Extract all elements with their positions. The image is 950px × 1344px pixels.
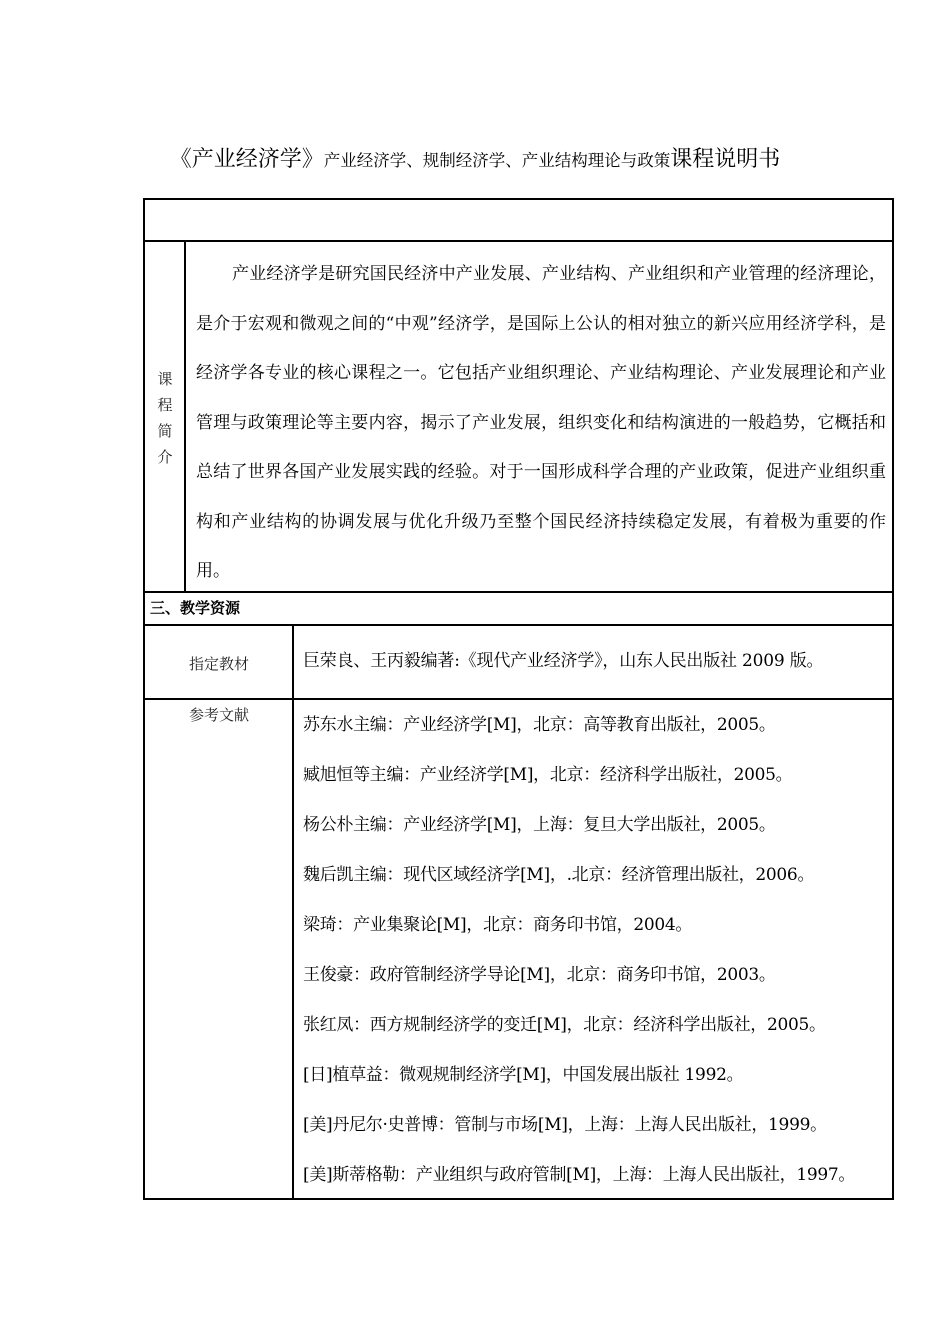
section-heading-resources: 三、教学资源 <box>150 599 241 617</box>
textbook-text: 巨荣良、王丙毅编著:《现代产业经济学》，山东人民出版社 2009 版。 <box>303 651 824 671</box>
row-divider-section <box>143 624 894 626</box>
title-subtitle: 产业经济学、规制经济学、产业结构理论与政策 <box>323 151 671 170</box>
reference-item: [美]斯蒂格勒：产业组织与政府管制[M]，上海：上海人民出版社，1997。 <box>303 1165 856 1185</box>
course-intro-label <box>146 366 184 470</box>
reference-item: 魏后凯主编：现代区域经济学[M]，.北京：经济管理出版社，2006。 <box>303 865 815 885</box>
row-divider-textbook <box>143 698 894 700</box>
reference-item: 臧旭恒等主编：产业经济学[M]，北京：经济科学出版社，2005。 <box>303 765 793 785</box>
document-title <box>0 142 950 173</box>
textbook-label: 指定教材 <box>188 655 249 673</box>
label-char: 程 <box>157 396 173 414</box>
reference-item: 梁琦：产业集聚论[M]，北京：商务印书馆，2004。 <box>303 915 693 935</box>
reference-item: 张红凤：西方规制经济学的变迁[M]，北京：经济科学出版社，2005。 <box>303 1015 826 1035</box>
title-suffix: 课程说明书 <box>670 147 781 172</box>
course-intro-text: 产业经济学是研究国民经济中产业发展、产业结构、产业组织和产业管理的经济理论，是介于宏观和微观之间的“中观”经济学，是国际上公认的相对独立的新兴应用经济学科，是经济学各专业的核心课程之一。它包括产业组织理论、产业结构理论、产业发展理论和产业管理与政策理论等主要内容，揭示了产业发展，组织变化和结构演进的一般趋势，它概括和总结了世界各国产业发展实践的经验。对于一国形成科学合理的产业政策，促进产业组织重构和产业结构的协调发展与优化升级乃至整个国民经济持续稳定发展，有着极为重要的作用。 <box>196 264 886 581</box>
intro-label-divider <box>184 240 186 592</box>
reference-item: [日]植草益：微观规制经济学[M]，中国发展出版社 1992。 <box>303 1065 744 1085</box>
label-char: 课 <box>157 370 173 388</box>
row-divider-header <box>143 240 894 242</box>
title-prefix: 《产业经济学》 <box>169 147 324 172</box>
reference-item: 苏东水主编：产业经济学[M]，北京：高等教育出版社，2005。 <box>303 715 776 735</box>
label-char: 介 <box>157 448 173 466</box>
reference-item: 杨公朴主编：产业经济学[M]，上海：复旦大学出版社，2005。 <box>303 815 776 835</box>
references-list <box>303 707 893 1207</box>
label-char: 简 <box>157 422 173 440</box>
reference-item: 王俊豪：政府管制经济学导论[M]，北京：商务印书馆，2003。 <box>303 965 776 985</box>
reference-item: [美]丹尼尔·史普博：管制与市场[M]，上海：上海人民出版社，1999。 <box>303 1115 827 1135</box>
references-label: 参考文献 <box>188 706 249 724</box>
